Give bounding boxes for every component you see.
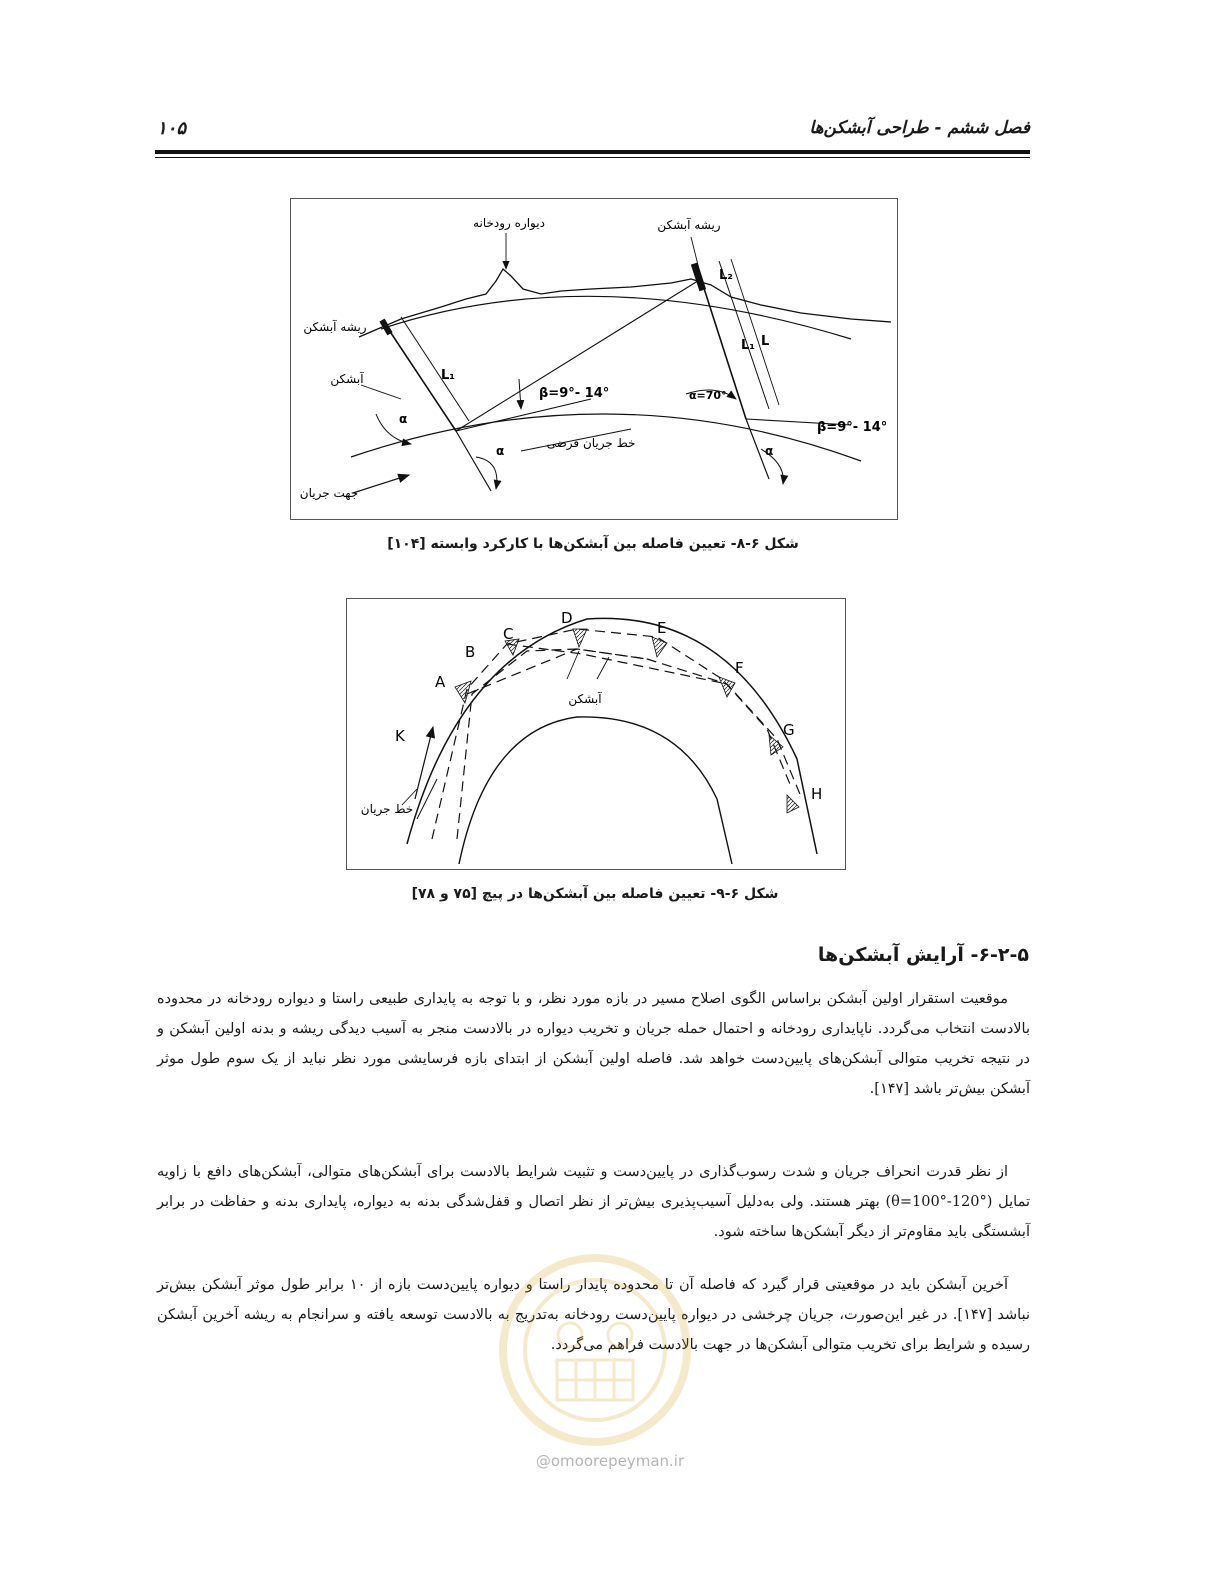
paragraph-2: از نظر قدرت انحراف جریان و شدت رسوب‌گذاری در پایین‌دست و تثبیت شرایط بالادست برای آبشکن‌های متوالی، آبشکن‌های دافع با زاویه تمایل (θ=100°-120°) بهتر هستند. ولی به‌دلیل آسیب‌پذیری بیش‌تر از نظر اتصال و قفل‌شدگی بدنه به دیواره، پایداری بدنه و حفاظت در برابر آبشستگی باید مقاوم‌تر از دیگر آبشکن‌ها ساخته شود. [157,1164,1030,1240]
letter-K: K [395,727,405,745]
letter-G: G [783,721,795,739]
figure-spur-bend [346,598,846,870]
label-flow-line: خط جریان [360,802,414,816]
letter-E: E [657,619,667,637]
letter-D: D [561,609,573,627]
figure2-diagram [347,599,845,869]
label-alpha-left: α [399,412,408,426]
letter-A: A [435,673,446,691]
paragraph-1: موقعیت استقرار اولین آبشکن براساس الگوی اصلاح مسیر در بازه مورد نظر، و با توجه به پایداری طبیعی راستا و دیواره رودخانه در محدوده بالادست انتخاب می‌گردد. ناپایداری رودخانه و احتمال حمله جریان و تخریب دیواره در بالادست منجر به آسیب دیدگی ریشه و بدنه اولین آبشکن و در نتیجه تخریب متوالی آبشکن‌های پایین‌دست خواهد شد. فاصله اولین آبشکن از ابتدای بازه فرسایشی مورد نظر نباید از یک سوم طول موثر آبشکن بیش‌تر باشد [۱۴۷]. [157,991,1030,1097]
label-assumed-flow-line: خط جریان فرضی [546,436,636,450]
label-beta-mid: β=9°- 14° [539,386,610,401]
label-flow-direction: جهت جریان [299,486,359,500]
spur-dashed-lines [432,629,802,839]
figure-spur-spacing [290,198,898,520]
figure1-caption: شکل ۶-۸- تعیین فاصله بین آبشکن‌ها با کارکرد وابسته [۱۰۴] [387,536,799,552]
figure1-diagram [291,199,897,519]
label-alpha70: α=70° [689,389,727,402]
figure2-caption: شکل ۶-۹- تعیین فاصله بین آبشکن‌ها در پیچ [۷۵ و ۷۸] [411,886,779,902]
section-heading: ۶-۲-۵- آرایش آبشکن‌ها [817,944,1029,966]
header-rule-thin [155,157,1030,158]
paragraph-3: آخرین آبشکن باید در موقعیتی قرار گیرد که فاصله آن تا محدوده پایدار راستا و دیواره پایین‌دست بازه از ۱۰ برابر طول موثر آبشکن بیش‌تر نباشد [۱۴۷]. در غیر این‌صورت، جریان چرخشی در دیواره پایین‌دست رودخانه به‌تدریج به بالادست توسعه یافته و سرانجام به ریشه آخرین آبشکن رسیده و شرایط برای تخریب متوالی آبشکن‌ها در جهت بالادست فراهم می‌گردد. [157,1277,1030,1353]
label-river-wall: دیواره رودخانه [473,216,545,230]
letter-B: B [465,643,476,661]
label-alpha-right: α [765,444,774,458]
label-spur: آبشکن [330,372,364,386]
river-wall-line [359,269,891,337]
label-spur-fig2: آبشکن [568,692,602,706]
bank-arc [381,296,851,339]
watermark-site: @omoorepeyman.ir [535,1452,685,1470]
page-number: ۱۰۵ [157,118,187,139]
label-spur-root-right: ریشه آبشکن [657,218,721,232]
connecting-line [456,279,701,431]
label-L2: L₂ [719,268,733,283]
inner-bank [459,717,732,864]
letter-F: F [735,659,744,677]
label-L: L [761,334,770,349]
chapter-title: فصل ششم - طراحی آبشکن‌ها [809,118,1030,138]
label-L1-right: L₁ [741,338,755,353]
header-rule-thick [155,150,1030,154]
label-beta-right: β=9°- 14° [817,420,888,435]
letter-H: H [811,785,823,803]
watermark-logo-icon [495,1250,695,1450]
label-spur-root-left: ریشه آبشکن [303,320,367,334]
letter-C: C [503,625,514,643]
label-alpha-mid: α [496,444,505,458]
label-L1-left: L₁ [441,368,455,383]
